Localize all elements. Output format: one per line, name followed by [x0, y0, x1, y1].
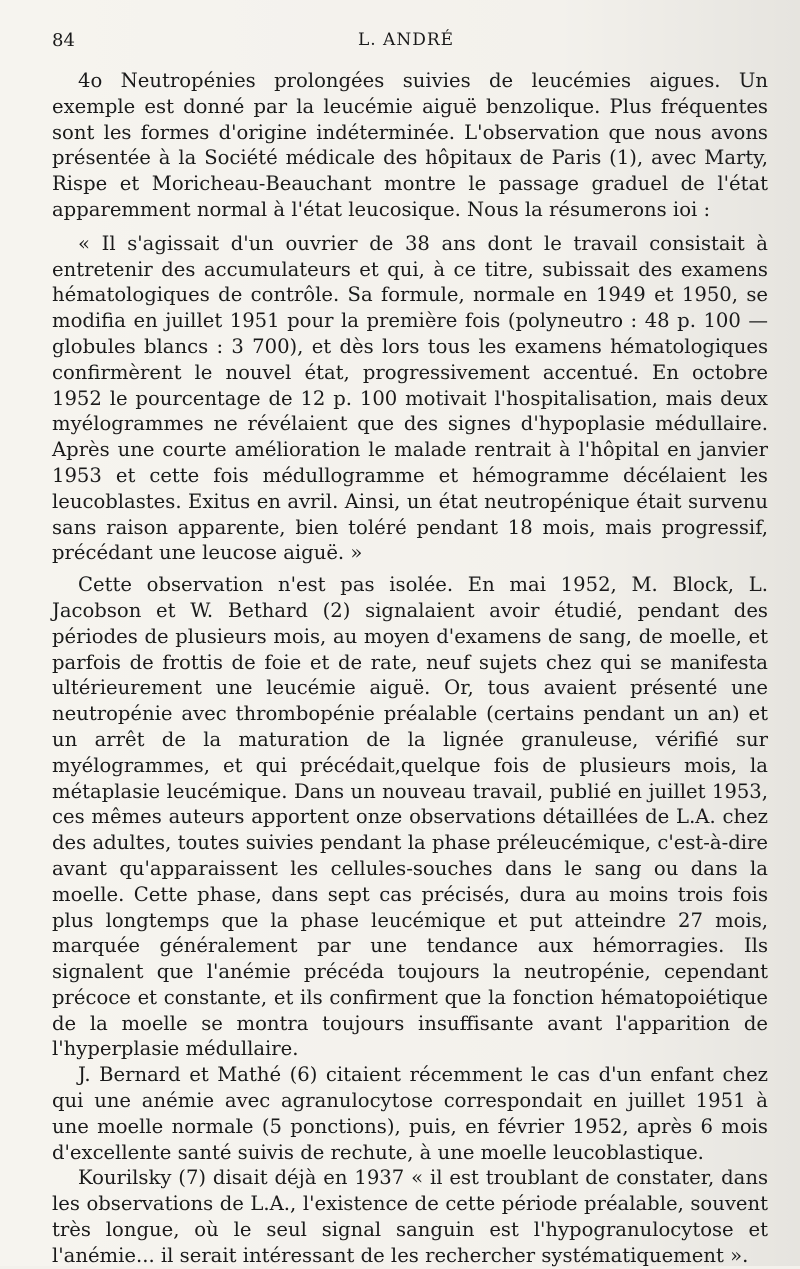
page-number: 84 [52, 30, 75, 51]
paragraph-bernard-mathe: J. Bernard et Mathé (6) citaient récemment le cas d'un enfant chez qui une anémie avec agranulocytose correspondait en juillet 1951 à une moelle normale (5 ponctions), puis, en février 1952, après 6 mois d'excellente santé suivis de rechute, à une moelle leucoblastique. [52, 1063, 768, 1164]
paragraph-kourilsky: Kourilsky (7) disait déjà en 1937 « il est troublant de constater, dans les observations de L.A., l'existence de cette période préalable, souvent très longue, où le seul signal sanguin est l'hypogranulocytose et l'anémie... il serait intéressant de les rechercher systématiquement ». [52, 1166, 768, 1267]
paragraph-block-jacobson: Cette observation n'est pas isolée. En mai 1952, M. Block, L. Jacobson et W. Bethard (2) signalaient avoir étudié, pendant des périodes de plusieurs mois, au moyen d'examens de sang, de moelle, et parfois de frottis de foie et de rate, neuf sujets chez qui se manifesta ultérieurement une leucémie aiguë. Or, tous avaient présenté une neutropénie avec thrombopénie préalable (certains pendant un an) et un arrêt de la maturation de la lignée granuleuse, vérifié sur myélogrammes, et qui précédait,quelque fois de plusieurs mois, la métaplasie leucémique. Dans un nouveau travail, publié en juillet 1953, ces mêmes auteurs apportent onze observations détaillées de L.A. chez des adultes, toutes suivies pendant la phase préleucémique, c'est-à-dire avant qu'apparaissent les cellules-souches dans le sang ou dans la moelle. Cette phase, dans sept cas précisés, dura au moins trois fois plus longtemps que la phase leucémique et put atteindre 27 mois, marquée généralement par une tendance aux hémorragies. Ils signalent que l'anémie précéda toujours la neutropénie, cependant précoce et constante, et ils confirment que la fonction hématopoiétique de la moelle se montra toujours insuffisante avant l'apparition de l'hyperplasie médullaire. [52, 573, 768, 1061]
paragraph-neutropenies: 4o Neutropénies prolongées suivies de leucémies aigues. Un exemple est donné par la leucémie aiguë benzolique. Plus fréquentes sont les formes d'origine indéterminée. L'observation que nous avons présentée à la Société médicale des hôpitaux de Paris (1), avec Marty, Rispe et Moricheau-Beauchant montre le passage graduel de l'état apparemment normal à l'état leucosique. Nous la résumerons ioi : [52, 69, 768, 221]
body-text [52, 68, 768, 1269]
page-header [52, 30, 760, 58]
paragraph-observation-quote: « Il s'agissait d'un ouvrier de 38 ans dont le travail consistait à entretenir des accumulateurs et qui, à ce titre, subissait des examens hématologiques de contrôle. Sa formule, normale en 1949 et 1950, se modifia en juillet 1951 pour la première fois (polyneutro : 48 p. 100 — globules blancs : 3 700), et dès lors tous les examens hématologiques confirmèrent le nouvel état, progressivement accentué. En octobre 1952 le pourcentage de 12 p. 100 motivait l'hospitalisation, mais deux myélogrammes ne révélaient que des signes d'hypoplasie médullaire. Après une courte amélioration le malade rentrait à l'hôpital en janvier 1953 et cette fois médullogramme et hémogramme décélaient les leucoblastes. Exitus en avril. Ainsi, un état neutropénique était survenu sans raison apparente, bien toléré pendant 18 mois, mais progressif, précédant une leucose aiguë. » [52, 231, 768, 565]
running-head: L. ANDRÉ [357, 30, 455, 50]
